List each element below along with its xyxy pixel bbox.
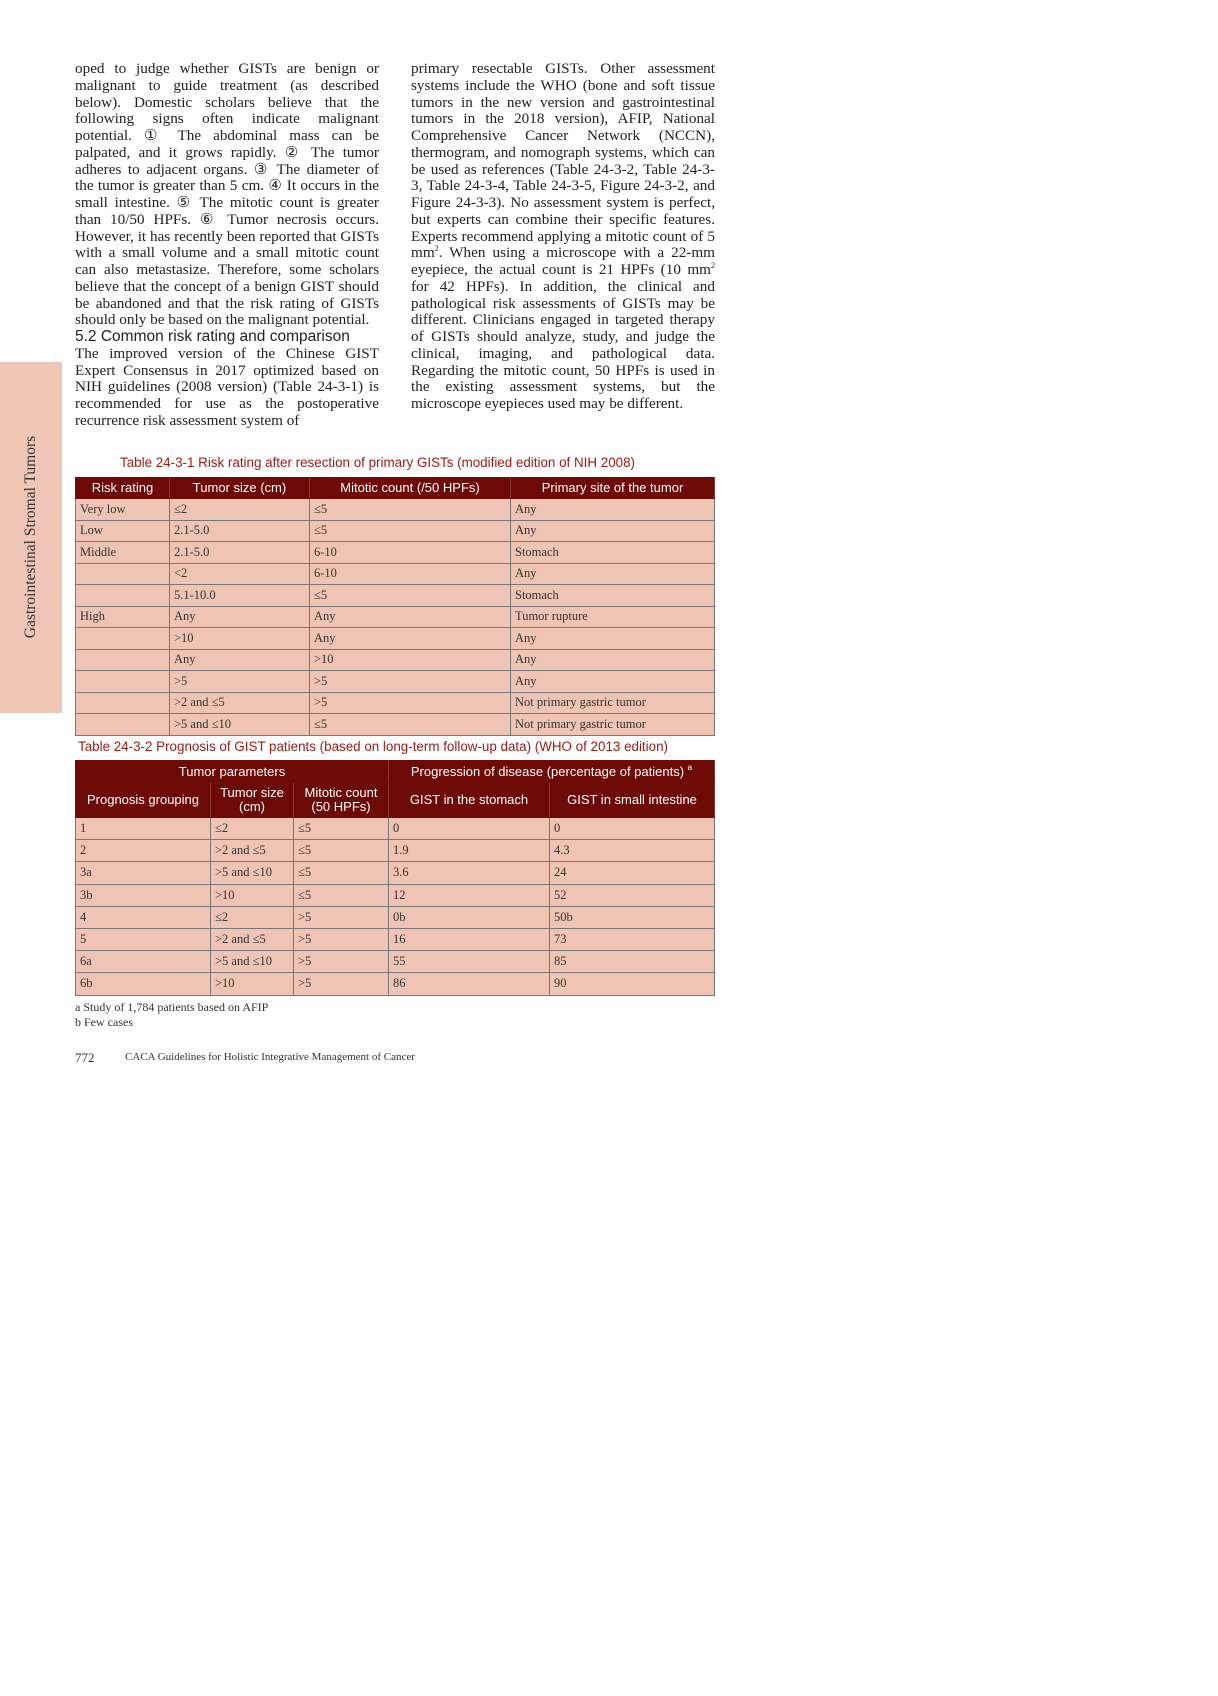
table-cell [76,671,170,693]
table-cell: High [76,606,170,628]
table-row [76,520,715,542]
table-cell: Any [170,606,310,628]
table-cell: ≤5 [294,884,389,906]
table-cell: 1 [76,818,211,840]
column-header: GIST in the stomach [389,783,550,818]
table-cell: Any [310,628,511,650]
section-heading: 5.2 Common risk rating and comparison [75,328,350,345]
table-cell: Stomach [511,585,715,607]
table-cell: 1.9 [389,840,550,862]
table-cell: ≤2 [170,499,310,521]
column-header: GIST in small intestine [550,783,715,818]
prognosis-table [75,760,715,996]
table-cell: >5 [294,906,389,928]
table-cell: >5 and ≤10 [170,714,310,736]
table-cell: Any [511,628,715,650]
table-cell: 86 [389,973,550,995]
table-cell [76,563,170,585]
table-cell: 85 [550,951,715,973]
table-cell: ≤5 [310,714,511,736]
table-cell: 12 [389,884,550,906]
table-cell: 73 [550,928,715,950]
table-row [76,906,715,928]
table-cell: 50b [550,906,715,928]
table-cell: >5 and ≤10 [211,951,294,973]
table-cell: Not primary gastric tumor [511,692,715,714]
table-cell: 90 [550,973,715,995]
table-row [76,714,715,736]
table-cell: 6a [76,951,211,973]
column-header: Tumor size (cm) [211,783,294,818]
running-head-tab [0,362,62,713]
table-cell: >5 and ≤10 [211,862,294,884]
table-cell: 5 [76,928,211,950]
table-cell: 6-10 [310,542,511,564]
table-cell: 0b [389,906,550,928]
table-cell: 3b [76,884,211,906]
table-row [76,585,715,607]
table-cell: ≤5 [294,862,389,884]
table-cell: >2 and ≤5 [211,840,294,862]
table-cell [76,585,170,607]
table-cell: Middle [76,542,170,564]
table-cell: 16 [389,928,550,950]
table-row [76,499,715,521]
table-row [76,649,715,671]
group-header: Progression of disease (percentage of patients) $^a$ [389,761,715,783]
table-cell: Any [511,499,715,521]
table-cell: ≤5 [294,818,389,840]
table-cell: ≤5 [310,585,511,607]
table-row [76,818,715,840]
table-cell: 52 [550,884,715,906]
table-row [76,563,715,585]
table-cell: Low [76,520,170,542]
table-cell: 3.6 [389,862,550,884]
paragraph: oped to judge whether GISTs are benign or malignant to guide treatment (as described below). Domestic scholars believe that the following signs often indicate malignant potential. ① The abdominal mass can be palpated, and it grows rapidly. ② The tumor adheres to adjacent organs. ③ The diameter of the tumor is greater than 5 cm. ④ It occurs in the small intestine. ⑤ The mitotic count is greater than 10/50 HPFs. ⑥ Tumor necrosis occurs. However, it has recently been reported that GISTs with a small volume and a small mitotic count can also metastasize. Therefore, some scholars believe that the concept of a benign GIST should be abandoned and that the risk rating of GISTs should only be based on the malignant potential. [75,60,379,329]
table-row [76,928,715,950]
column-header: Prognosis grouping [76,783,211,818]
table-row [76,606,715,628]
group-header: Tumor parameters [76,761,389,783]
table-cell: 4.3 [550,840,715,862]
table-cell: >2 and ≤5 [170,692,310,714]
column-header: Tumor size (cm) [170,478,310,499]
table-cell: Any [511,563,715,585]
footnote: a Study of 1,784 patients based on AFIP [75,1000,269,1014]
table-cell: 2 [76,840,211,862]
table-row [76,692,715,714]
column-header: Mitotic count (50 HPFs) [294,783,389,818]
table-cell: 2.1-5.0 [170,542,310,564]
book-title: CACA Guidelines for Holistic Integrative Management of Cancer [125,1051,415,1063]
table-cell: Any [511,649,715,671]
table-cell: 4 [76,906,211,928]
column-header: Mitotic count (/50 HPFs) [310,478,511,499]
risk-rating-table [75,477,715,736]
table-cell: >10 [310,649,511,671]
table-row [76,884,715,906]
column-header: Primary site of the tumor [511,478,715,499]
table-cell: 6-10 [310,563,511,585]
table-row [76,862,715,884]
table-cell: >10 [170,628,310,650]
table-cell: <2 [170,563,310,585]
table-cell: 55 [389,951,550,973]
table-cell: 6b [76,973,211,995]
table-cell: 5.1-10.0 [170,585,310,607]
table-cell: 0 [389,818,550,840]
table-cell: >5 [294,973,389,995]
table-cell: ≤2 [211,906,294,928]
column-header: Risk rating [76,478,170,499]
table-row [76,951,715,973]
table-cell: >2 and ≤5 [211,928,294,950]
table2-caption: Table 24-3-2 Prognosis of GIST patients (based on long-term follow-up data) (WHO of 2013 edition) [78,739,668,754]
table-cell: Tumor rupture [511,606,715,628]
table-row [76,840,715,862]
table-cell: Any [511,520,715,542]
table-cell [76,649,170,671]
table-cell: >10 [211,973,294,995]
table-cell: Very low [76,499,170,521]
table-cell: 3a [76,862,211,884]
paragraph: primary resectable GISTs. Other assessment systems include the WHO (bone and soft tissue tumors in the new version and gastrointestinal tumors in the 2018 version), AFIP, National Comprehensive Cancer Network (NCCN), thermogram, and nomograph systems, which can be used as references (Table 24-3-2, Table 24-3-3, Table 24-3-4, Table 24-3-5, Figure 24-3-2, and Figure 24-3-3). No assessment system is perfect, but experts can combine their specific features. Experts recommend applying a mitotic count of 5 $mm^2$. When using a microscope with a 22-mm eyepiece, the actual count is 21 HPFs (10 $mm^2$ for 42 HPFs). In addition, the clinical and pathological risk assessments of GISTs may be different. Clinicians engaged in targeted therapy of GISTs should analyze, study, and judge the clinical, imaging, and pathological data. Regarding the mitotic count, 50 HPFs is used in the existing assessment systems, but the microscope eyepieces used may be different. [411,60,715,412]
table-cell: Stomach [511,542,715,564]
table-cell: ≤2 [211,818,294,840]
table1-caption: Table 24-3-1 Risk rating after resection of primary GISTs (modified edition of NIH 2008) [120,455,636,470]
footnote: b Few cases [75,1015,133,1029]
table-row [76,671,715,693]
table-cell: >5 [294,951,389,973]
table-cell: >5 [170,671,310,693]
text-column-left [75,61,379,430]
table-cell: >5 [310,671,511,693]
table-cell: >5 [294,928,389,950]
table-cell: Any [170,649,310,671]
text-column-right [411,61,715,413]
table-cell: ≤5 [310,520,511,542]
table-cell [76,692,170,714]
table-row [76,542,715,564]
table-cell: ≤5 [294,840,389,862]
page-number: 772 [75,1050,95,1065]
table-cell: Any [310,606,511,628]
table-cell: 2.1-5.0 [170,520,310,542]
table-cell: >5 [310,692,511,714]
table-cell: ≤5 [310,499,511,521]
table-row [76,628,715,650]
table-cell: 24 [550,862,715,884]
running-head: Gastrointestinal Stromal Tumors [22,435,39,639]
paragraph: The improved version of the Chinese GIST Expert Consensus in 2017 optimized based on NIH guidelines (2008 version) (Table 24-3-1) is recommended for use as the postoperative recurrence risk assessment system of [75,344,379,429]
table-cell: >10 [211,884,294,906]
table-cell [76,628,170,650]
table-cell: Not primary gastric tumor [511,714,715,736]
table-row [76,973,715,995]
table-cell [76,714,170,736]
table-cell: Any [511,671,715,693]
table-cell: 0 [550,818,715,840]
